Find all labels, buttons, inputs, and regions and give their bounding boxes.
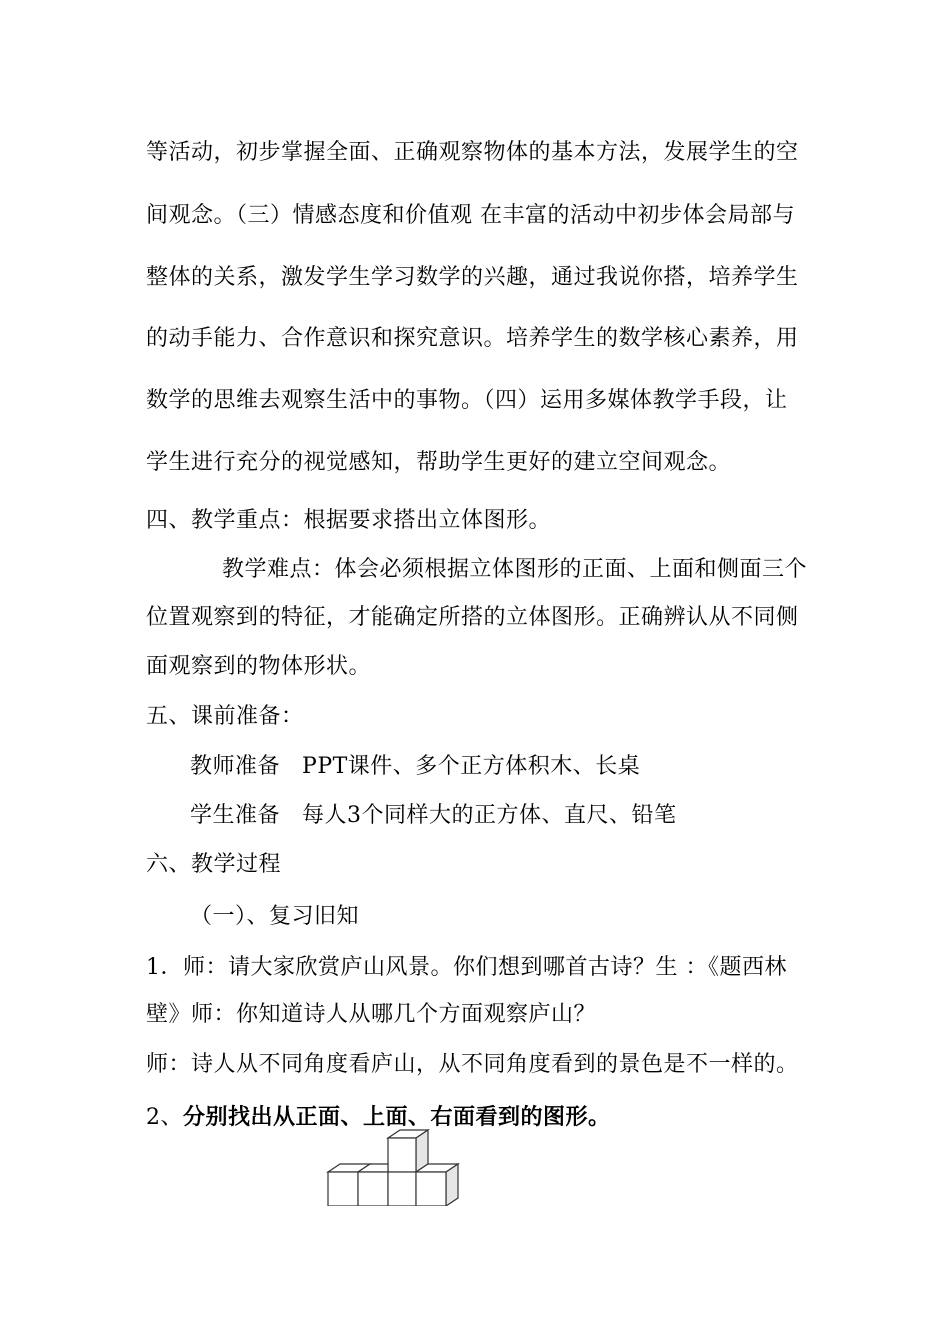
cube-front-face xyxy=(388,1138,416,1172)
paragraph-line: 壁》师：你知道诗人从哪几个方面观察庐山？ xyxy=(146,1002,597,1027)
student-prep-items: 每人3个同样大的正方体、直尺、铅笔 xyxy=(302,803,677,828)
paragraph-line: 整体的关系，激发学生学习数学的兴趣，通过我说你搭，培养学生 xyxy=(146,265,799,290)
cube-stack-figure xyxy=(322,1126,467,1206)
paragraph-line: 等活动，初步掌握全面、正确观察物体的基本方法，发展学生的空 xyxy=(146,140,799,165)
teacher-prep-label: 教师准备 xyxy=(190,754,281,779)
cube-front-face xyxy=(328,1172,358,1206)
cube-front-face xyxy=(416,1172,446,1206)
paragraph-line: 教学难点：体会必须根据立体图形的正面、上面和侧面三个 xyxy=(222,557,808,582)
section-heading-preparation: 五、课前准备： xyxy=(146,704,304,729)
paragraph-line: 1．师：请大家欣赏庐山风景。你们想到哪首古诗？生 ：《题西林 xyxy=(146,955,787,980)
section-heading-key-points: 四、教学重点：根据要求搭出立体图形。 xyxy=(146,508,552,533)
student-prep-label: 学生准备 xyxy=(190,803,281,828)
cube-front-face xyxy=(358,1172,388,1206)
paragraph-line: 学生进行充分的视觉感知，帮助学生更好的建立空间观念。 xyxy=(146,450,732,475)
paragraph-line: 师：诗人从不同角度看庐山，从不同角度看到的景色是不一样的。 xyxy=(146,1052,799,1077)
exercise-number: 2、 xyxy=(146,1105,183,1130)
exercise-text: 分别找出从正面、上面、右面看到的图形。 xyxy=(183,1104,611,1130)
student-prep-line xyxy=(190,801,677,831)
paragraph-line: 面观察到的物体形状。 xyxy=(146,654,372,679)
section-heading-process: 六、教学过程 xyxy=(146,852,282,877)
paragraph-line: 数学的思维去观察生活中的事物。（四）运用多媒体教学手段，让 xyxy=(146,388,788,413)
paragraph-line: 的动手能力、合作意识和探究意识。培养学生的数学核心素养，用 xyxy=(146,326,799,351)
teacher-prep-line xyxy=(190,752,640,782)
subsection-heading-review: （一）、复习旧知 xyxy=(190,904,360,929)
cube-side-face xyxy=(446,1164,458,1206)
teacher-prep-items: PPT课件、多个正方体积木、长桌 xyxy=(302,754,641,779)
cube-front-face xyxy=(388,1172,416,1206)
paragraph-line: 位置观察到的特征，才能确定所搭的立体图形。正确辨认从不同侧 xyxy=(146,605,799,630)
paragraph-line: 间观念。（三）情感态度和价值观 在丰富的活动中初步体会局部与 xyxy=(146,203,795,228)
